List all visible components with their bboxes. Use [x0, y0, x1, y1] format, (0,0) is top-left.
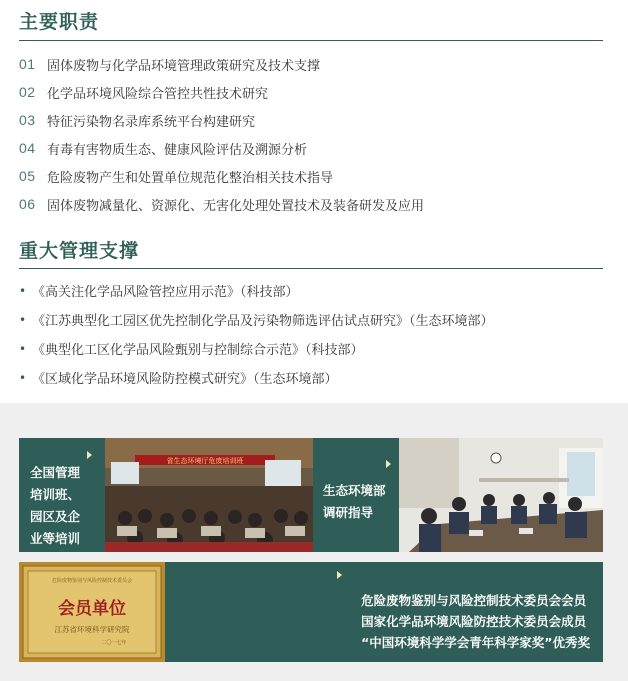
duty-number: 01: [19, 56, 36, 72]
support-item: [19, 276, 609, 305]
duty-item: [19, 134, 609, 162]
duty-item: [19, 78, 609, 106]
caption-line: 业等培训: [30, 531, 81, 546]
bullet-icon: •: [19, 283, 27, 298]
bullet-icon: •: [19, 341, 27, 356]
duty-text: 有毒有害物质生态、健康风险评估及溯源分析: [47, 142, 308, 158]
training-photo: [105, 438, 313, 552]
support-text: 《典型化工区化学品风险甄别与控制综合示范》（科技部）: [32, 343, 364, 358]
support-list: [19, 276, 609, 392]
duty-number: 05: [19, 168, 36, 184]
support-text: 《高关注化学品风险管控应用示范》（科技部）: [32, 285, 299, 300]
section-divider: [19, 268, 603, 269]
plaque-main-text: 会员单位: [58, 599, 126, 619]
support-text: 《江苏典型化工园区优先控制化学品及污染物筛选评估试点研究》（生态环境部）: [32, 314, 494, 329]
section-title-support: 重大管理支撑: [19, 240, 140, 262]
training-panel: [19, 438, 105, 552]
banner-text: 省生态环境厅危废培训班: [166, 457, 244, 465]
duty-number: 03: [19, 112, 36, 128]
plaque-top-text: 危险废物鉴别与风险控制技术委员会: [51, 578, 133, 584]
duty-text: 化学品环境风险综合管控共性技术研究: [47, 86, 269, 102]
caption-line: 全国管理: [30, 465, 81, 480]
duty-text: 固体废物与化学品环境管理政策研究及技术支撑: [47, 58, 321, 74]
support-item: [19, 363, 609, 392]
duty-number: 06: [19, 196, 36, 212]
award-line: 国家化学品环境风险防控技术委员会成员: [361, 614, 587, 629]
arrow-icon: [87, 451, 92, 459]
section-divider: [19, 40, 603, 41]
caption-line: 园区及企: [30, 509, 81, 524]
research-caption: [323, 480, 386, 524]
arrow-icon: [386, 460, 391, 468]
support-item: [19, 305, 609, 334]
member-plaque: [19, 562, 165, 662]
duty-text: 固体废物减量化、资源化、无害化处理处置技术及装备研发及应用: [47, 198, 425, 214]
training-caption: [30, 462, 80, 550]
award-line: 危险废物鉴别与风险控制技术委员会会员: [361, 593, 587, 608]
duty-number: 02: [19, 84, 36, 100]
duty-item: [19, 162, 609, 190]
award-line: “中国环境科学学会青年科学家奖”优秀奖: [361, 635, 590, 650]
bullet-icon: •: [19, 312, 27, 327]
caption-line: 调研指导: [323, 505, 374, 520]
caption-line: 生态环境部: [323, 483, 386, 498]
duty-number: 04: [19, 140, 36, 156]
duty-item: [19, 190, 609, 218]
research-panel: [313, 438, 399, 552]
bullet-icon: •: [19, 370, 27, 385]
duties-list: [19, 50, 609, 218]
duty-item: [19, 106, 609, 134]
support-text: 《区域化学品环境风险防控模式研究》（生态环境部）: [32, 372, 338, 387]
support-item: [19, 334, 609, 363]
duty-text: 危险废物产生和处置单位规范化整治相关技术指导: [47, 170, 334, 186]
arrow-icon: [337, 571, 342, 579]
duty-item: [19, 50, 609, 78]
awards-list: [361, 590, 590, 653]
section-title-duties: 主要职责: [19, 11, 100, 33]
plaque-date-text: 二〇一七年: [101, 640, 127, 646]
research-photo: [399, 438, 603, 552]
duty-text: 特征污染物名录库系统平台构建研究: [47, 114, 256, 130]
caption-line: 培训班、: [30, 487, 81, 502]
plaque-org-text: 江苏省环境科学研究院: [54, 625, 130, 634]
